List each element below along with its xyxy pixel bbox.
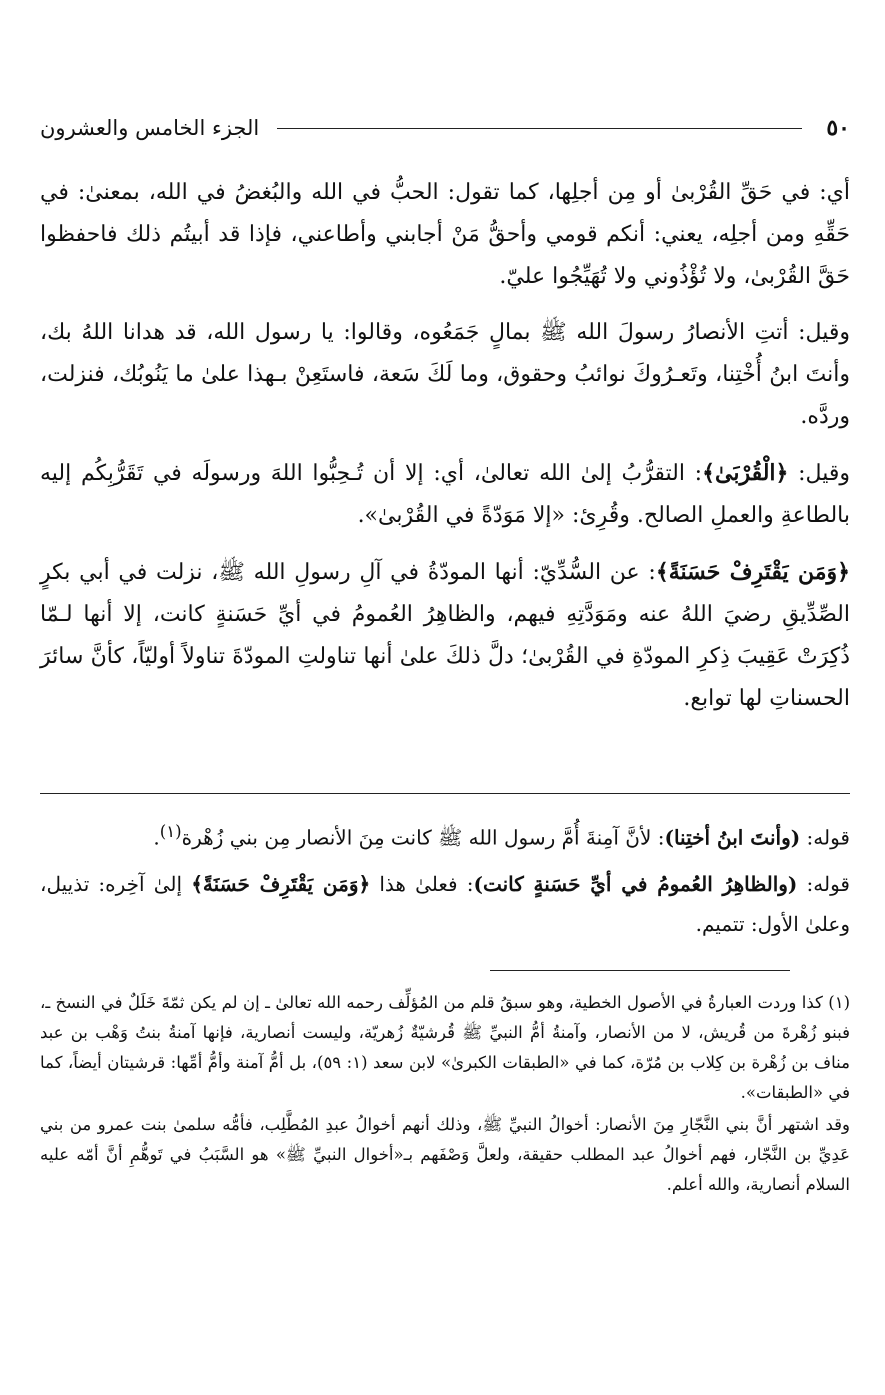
note-2-prefix: قوله:: [797, 871, 850, 896]
note-2: [40, 864, 850, 944]
paragraph-3-prefix: وقيل:: [788, 461, 850, 486]
footnote-ref: (١): [159, 822, 182, 841]
paragraph-3: [40, 452, 850, 537]
note-1: قوله: (وأنتَ ابنُ أختِنا): لأنَّ آمِنةَ أُمَّ رسول الله ﷺ كانت مِنَ الأنصار مِن بني زُهْرة$^{(١)}$.: [153, 822, 850, 850]
page-number: ٥٠: [826, 115, 850, 141]
quran-quote: ﴿الْقُرْبَىٰ﴾: [702, 460, 789, 486]
note-2-text: إلىٰ آخِره: تذييل، وعلىٰ الأول: تتميم.: [40, 871, 850, 936]
separator-rule: [40, 793, 850, 794]
note-1-text: : لأنَّ آمِنةَ أُمَّ رسول الله ﷺ كانت مِنَ الأنصار مِن بني زُهْرة: [181, 825, 665, 850]
note-2-lemma: (والظاهِرُ العُمومُ في أيِّ حَسَنةٍ كانت): [473, 871, 798, 896]
main-text: [40, 172, 850, 734]
running-title: الجزء الخامس والعشرون: [40, 116, 260, 140]
note-1-prefix: قوله:: [800, 825, 850, 850]
footnotes: [40, 988, 850, 1202]
note-1-lemma: (وأنتَ ابنُ أختِنا): [664, 825, 801, 850]
paragraph-1: أي: في حَقِّ القُرْبىٰ أو مِن أجلِها، كما تقول: الحبُّ في الله والبُغضُ في الله، بمعنىٰ: في حَقِّهِ ومن أجلِه، يعني: أنكم قومي وأحقُّ مَنْ أجابني وأطاعني، فإذا قد أبيتُم ذلك فاحفظوا حَقَّ القُرْبىٰ، ولا تُؤْذُوني ولا تُهَيِّجُوا عليّ.: [40, 180, 850, 289]
footnote-1: (١) كذا وردت العبارةُ في الأصول الخطية، وهو سبقُ قلم من المُؤلِّف رحمه الله تعالىٰ ـ إن لم يكن ثمّةَ خَلَلٌ في النسخ ـ، فبنو زُهْرةَ من قُريش، لا من الأنصار، وآمنةُ أمُّ النبيِّ ﷺ قُرشيّةٌ زُهريّة، وليست أنصارية، فإنها آمنةُ بنتُ وَهْب بن عبد مناف بن زُهْرة بن كِلاب بن مُرّة، كما في «الطبقات الكبرىٰ» لابن سعد (١: ٥٩)، بل أمُّ آمنة وأمُّ أمِّها: قرشيتان أيضاً، كما في «الطبقات».: [40, 993, 850, 1102]
header-rule: [277, 128, 802, 129]
quran-quote: ﴿وَمَن يَقْتَرِفْ حَسَنَةً﴾: [191, 871, 371, 896]
paragraph-4-text: : عن السُّدِّيّ: أنها المودّةُ في آلِ رسولِ الله ﷺ، نزلت في أبي بكرٍ الصِّدِّيقِ رضيَ اللهُ عنه ومَوَدَّتِهِ فيهم، والظاهِرُ العُمومُ في أيِّ حَسَنةٍ كانت، إلا أنها لـمّا ذُكِرَتْ عَقِيبَ ذِكرِ المودّةِ في القُرْبىٰ؛ دلَّ ذلكَ علىٰ أنها تناولتِ المودّةَ تناولاً أوليّاً، كأنَّ سائرَ الحسناتِ لها توابع.: [40, 560, 850, 711]
paragraph-4: [40, 551, 850, 720]
quran-quote: ﴿وَمَن يَقْتَرِفْ حَسَنَةً﴾: [655, 559, 851, 585]
footnote-rule: [490, 970, 790, 971]
paragraph-3-text: : التقرُّبُ إلىٰ الله تعالىٰ، أي: إلا أن تُـحِبُّوا اللهَ ورسولَه في تَقَرُّبِكُم إليه بالطاعةِ والعملِ الصالح. وقُرِئ: «إلا مَوَدّةً في القُرْبىٰ».: [40, 461, 850, 528]
footnote-1-continued: وقد اشتهر أنَّ بني النَّجّارِ مِنَ الأنصار: أخوالُ النبيِّ ﷺ، وذلك أنهم أخوالُ عبدِ المُطَّلِب، فأمُّه سلمىٰ بنت عمرو من بني عَدِيِّ بن النَّجّار، فهم أخوالُ عبد المطلب حقيقة، ولعلَّ وَصْفَهم بـ«أخوال النبيِّ ﷺ» هو السَّبَبُ في تَوهُّمِ أنَّ أمّه عليه السلام أنصارية، والله أعلم.: [40, 1115, 851, 1194]
paragraph-2: وقيل: أتتِ الأنصارُ رسولَ الله ﷺ بمالٍ جَمَعُوه، وقالوا: يا رسول الله، قد هدانا اللهُ بك، وأنتَ ابنُ أُخْتِنا، وتَعـرُوكَ نوائبُ وحقوق، وما لَكَ سَعة، فاستَعِنْ بـهذا علىٰ ما يَنُوبُك، فنزلت، وردَّه.: [40, 320, 850, 429]
note-2-mid: : فعلىٰ هذا: [370, 871, 474, 896]
page-header: [40, 108, 850, 148]
commentary-notes: [40, 812, 850, 950]
